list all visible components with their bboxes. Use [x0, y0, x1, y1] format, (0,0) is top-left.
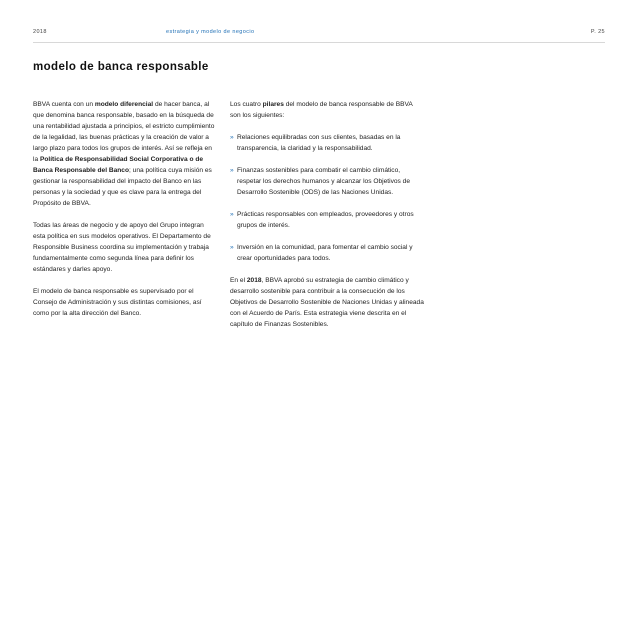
left-column	[33, 99, 217, 330]
list-item	[230, 242, 424, 264]
text-run: En el	[230, 277, 247, 284]
text-run: de hacer banca, al que denomina banca responsable, basado en la búsqueda de una rentabilidad ajustada a principios, el estricto cumplimiento de la legalidad, las buenas prácticas y la creación de valor a largo plazo para todos los grupos de interés. Así se refleja en la	[33, 101, 215, 163]
text-run: , BBVA aprobó su estrategia de cambio climático y desarrollo sostenible para contribuir a la consecución de los Objetivos de Desarrollo Sostenible de Naciones Unidas y alineada con el Acuerdo de París. Esta estrategia viene descrita en el capítulo de Finanzas Sostenibles.	[230, 277, 424, 328]
list-item-text: Prácticas responsables con empleados, proveedores y otros grupos de interés.	[237, 211, 414, 229]
emphasis-politica-rsc: Política de Responsabilidad Social Corporativa o de Banca Responsable del Banco	[33, 156, 204, 174]
page-header	[33, 29, 605, 41]
paragraph-supervision: El modelo de banca responsable es supervisado por el Consejo de Administración y sus distintas comisiones, así como por la alta dirección del Banco.	[33, 288, 202, 317]
page-title: modelo de banca responsable	[33, 61, 209, 73]
header-year: 2018	[33, 29, 47, 35]
bullet-icon: »	[230, 134, 234, 141]
text-run: ; una política cuya misión es gestionar la responsabilidad del impacto del Banco en las personas y la sociedad y que es clave para la entrega del Propósito de BBVA.	[33, 167, 212, 207]
header-divider	[33, 42, 605, 43]
emphasis-pilares: pilares	[262, 101, 284, 108]
list-item	[230, 165, 424, 198]
bullet-icon: »	[230, 167, 234, 174]
list-item-text: Finanzas sostenibles para combatir el cambio climático, respetar los derechos humanos y alcanzar los Objetivos de Desarrollo Sostenible (ODS) de las Naciones Unidas.	[237, 167, 410, 196]
text-run: BBVA cuenta con un	[33, 101, 95, 108]
header-section-link[interactable]: estrategia y modelo de negocio	[166, 29, 255, 35]
bullet-icon: »	[230, 244, 234, 251]
list-item	[230, 132, 424, 154]
paragraph-intro	[33, 99, 217, 209]
bullet-icon: »	[230, 211, 234, 218]
list-item	[230, 209, 424, 231]
list-item-text: Inversión en la comunidad, para fomentar el cambio social y crear oportunidades para todos.	[237, 244, 413, 262]
paragraph-areas: Todas las áreas de negocio y de apoyo del Grupo integran esta política en sus modelos operativos. El Departamento de Responsible Business coordina su implementación y trabaja fundamentalmente como segunda línea para definir los estándares y darles apoyo.	[33, 222, 211, 273]
pillars-list	[230, 132, 424, 264]
emphasis-year: 2018	[246, 277, 262, 284]
text-run: del modelo de banca responsable de BBVA son los siguientes:	[230, 101, 413, 119]
list-item-text: Relaciones equilibradas con sus clientes, basadas en la transparencia, la claridad y la responsabilidad.	[237, 134, 401, 152]
paragraph-climate-strategy	[230, 275, 424, 330]
right-column	[230, 99, 424, 341]
paragraph-pillars-intro	[230, 99, 424, 121]
emphasis-modelo-diferencial: modelo diferencial	[94, 101, 154, 108]
text-run: Los cuatro	[230, 101, 263, 108]
header-page-number: P. 25	[590, 29, 605, 35]
